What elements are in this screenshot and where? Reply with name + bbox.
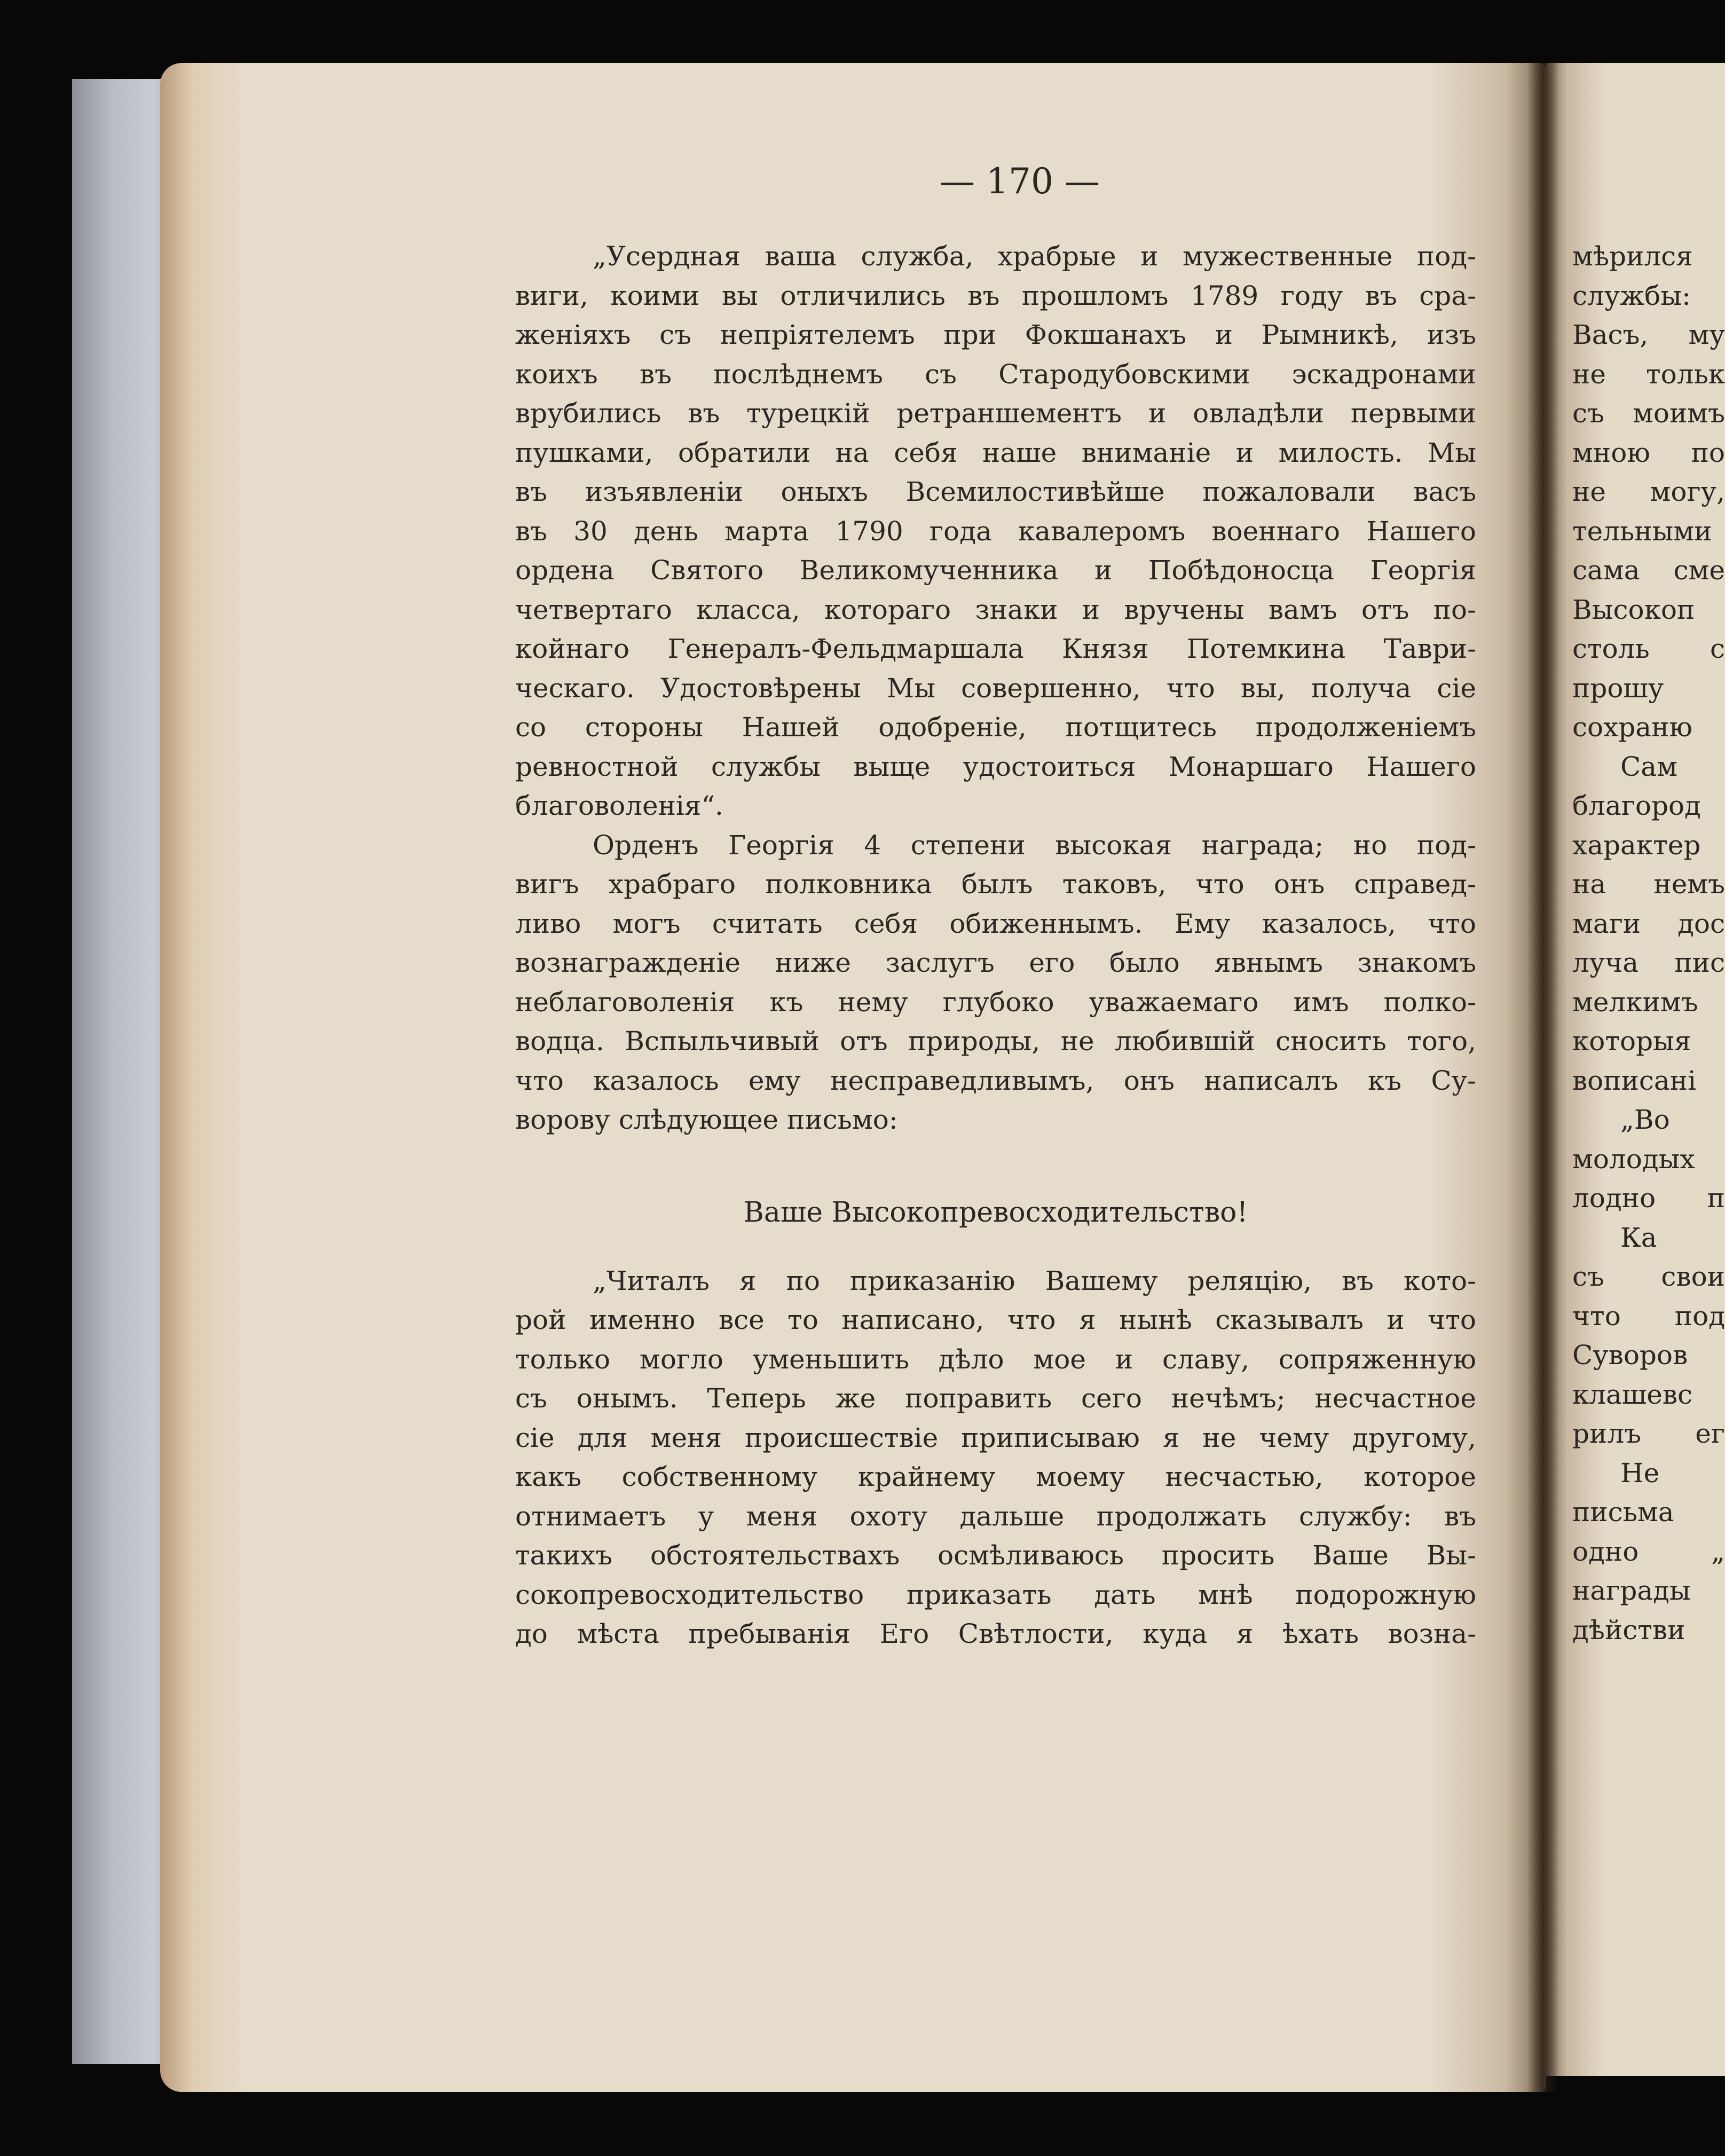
text-line: мною по [1572, 437, 1725, 468]
text-line: рилъ ег [1572, 1418, 1725, 1449]
text-line: письма [1572, 1497, 1674, 1528]
text-line: благород [1572, 790, 1701, 821]
text-line: Высокоп [1572, 594, 1695, 625]
text-line: службы: [1572, 280, 1691, 311]
facing-page-text [1572, 230, 1725, 1778]
text-line: ворову слѣдующее письмо: [515, 1104, 898, 1135]
text-line: ливо могъ считать себя обиженнымъ. Ему казалось, что [515, 908, 1476, 939]
text-line: Сам [1620, 751, 1677, 782]
text-line: на немъ [1572, 869, 1725, 900]
text-line: которыя [1572, 1026, 1691, 1057]
text-line: не могу, [1572, 476, 1725, 507]
text-line: вописані [1572, 1065, 1697, 1096]
page-number: — 170 — [940, 161, 1100, 202]
decree-quote-paragraph [515, 237, 1476, 826]
text-line: съ онымъ. Теперь же поправить сего нечѣмъ; несчастное [515, 1383, 1476, 1414]
text-line: молодых [1572, 1143, 1695, 1175]
text-line: „Во [1620, 1104, 1670, 1135]
text-line: мелкимъ [1572, 986, 1698, 1018]
text-line: сокопревосходительство приказать дать мнѣ подорожную [515, 1579, 1476, 1610]
text-line: Суворов [1572, 1340, 1688, 1371]
text-line: съ моимъ [1572, 398, 1725, 429]
text-line: „Читалъ я по приказанію Вашему реляцію, въ кото- [593, 1265, 1476, 1296]
text-line: вознагражденіе ниже заслугъ его было явнымъ знакомъ [515, 947, 1476, 978]
text-line: сохраню [1572, 712, 1692, 743]
text-line: какъ собственному крайнему моему несчастью, которое [515, 1461, 1476, 1492]
text-line: съ свои [1572, 1261, 1725, 1292]
text-line: рой именно все то написано, что я нынѣ сказывалъ и что [515, 1304, 1476, 1335]
text-line: прошу [1572, 672, 1664, 704]
text-line: дѣйстви [1572, 1614, 1685, 1646]
letter-body-paragraph [515, 1262, 1476, 1654]
text-line: виги, коими вы отличились въ прошломъ 1789 году въ сра- [515, 280, 1476, 311]
text-line: Не [1620, 1457, 1660, 1489]
text-line: врубились въ турецкій ретраншементъ и овладѣли первыми [515, 398, 1476, 429]
text-line: четвертаго класса, котораго знаки и вручены вамъ отъ по- [515, 594, 1476, 625]
text-line: женіяхъ съ непріятелемъ при Фокшанахъ и Рымникѣ, изъ [515, 319, 1476, 350]
text-line: ордена Святого Великомученника и Побѣдоносца Георгія [515, 555, 1476, 586]
text-line: въ изъявленіи оныхъ Всемилостивѣйше пожаловали васъ [515, 476, 1476, 507]
text-line: со стороны Нашей одобреніе, потщитесь продолженіемъ [515, 712, 1476, 743]
text-line: Васъ, му [1572, 319, 1725, 350]
text-line: маги дос [1572, 908, 1725, 939]
text-line: что казалось ему несправедливымъ, онъ написалъ къ Су- [515, 1065, 1476, 1096]
text-line: лодно п [1572, 1183, 1725, 1214]
text-line: водца. Вспыльчивый отъ природы, не любившій сносить того, [515, 1026, 1476, 1057]
text-line: награды [1572, 1575, 1691, 1606]
letter-salutation: Ваше Высокопревосходительство! [743, 1196, 1248, 1229]
text-line: тельными [1572, 515, 1712, 547]
text-line: что под [1572, 1300, 1725, 1332]
text-line: ревностной службы выще удостоиться Монаршаго Нашего [515, 751, 1476, 782]
text-line: койнаго Генералъ-Фельдмаршала Князя Потемкина Таври- [515, 633, 1476, 664]
text-line: до мѣста пребыванія Его Свѣтлости, куда я ѣхать возна- [515, 1618, 1476, 1649]
text-line: благоволенія“. [515, 790, 723, 821]
text-line: такихъ обстоятельствахъ осмѣливаюсь просить Ваше Вы- [515, 1540, 1476, 1571]
text-line: Ка [1620, 1222, 1657, 1253]
text-line: въ 30 день марта 1790 года кавалеромъ военнаго Нашего [515, 515, 1476, 547]
text-line: только могло уменьшить дѣло мое и славу, сопряженную [515, 1343, 1476, 1375]
text-line: сама сме [1572, 555, 1725, 586]
text-line: неблаговоленія къ нему глубоко уважаемаго имъ полко- [515, 986, 1476, 1018]
text-line: не тольк [1572, 358, 1725, 390]
narrative-paragraph [515, 826, 1476, 1140]
text-line: сіе для меня происшествіе приписываю я не чему другому, [515, 1422, 1476, 1453]
text-line: столь с [1572, 633, 1725, 664]
text-line: мѣрился [1572, 241, 1693, 272]
text-line: луча пис [1572, 947, 1725, 978]
text-line: коихъ въ послѣднемъ съ Стародубовскими эскадронами [515, 358, 1476, 390]
text-line: вигъ храбраго полковника былъ таковъ, что онъ справед- [515, 869, 1476, 900]
book-gutter [1527, 63, 1559, 2092]
text-line: отнимаетъ у меня охоту дальше продолжать службу: въ [515, 1500, 1476, 1532]
text-line: ческаго. Удостовѣрены Мы совершенно, что вы, получа сіе [515, 672, 1476, 704]
text-line: пушками, обратили на себя наше вниманіе и милость. Мы [515, 437, 1476, 468]
left-page-text [515, 237, 1476, 1654]
text-line: „Усердная ваша служба, храбрые и мужественные под- [593, 241, 1476, 272]
text-line: Орденъ Георгія 4 степени высокая награда; но под- [593, 829, 1476, 861]
text-line: характер [1572, 829, 1701, 861]
text-line: одно „ [1572, 1536, 1725, 1567]
text-line: клашевс [1572, 1379, 1693, 1410]
